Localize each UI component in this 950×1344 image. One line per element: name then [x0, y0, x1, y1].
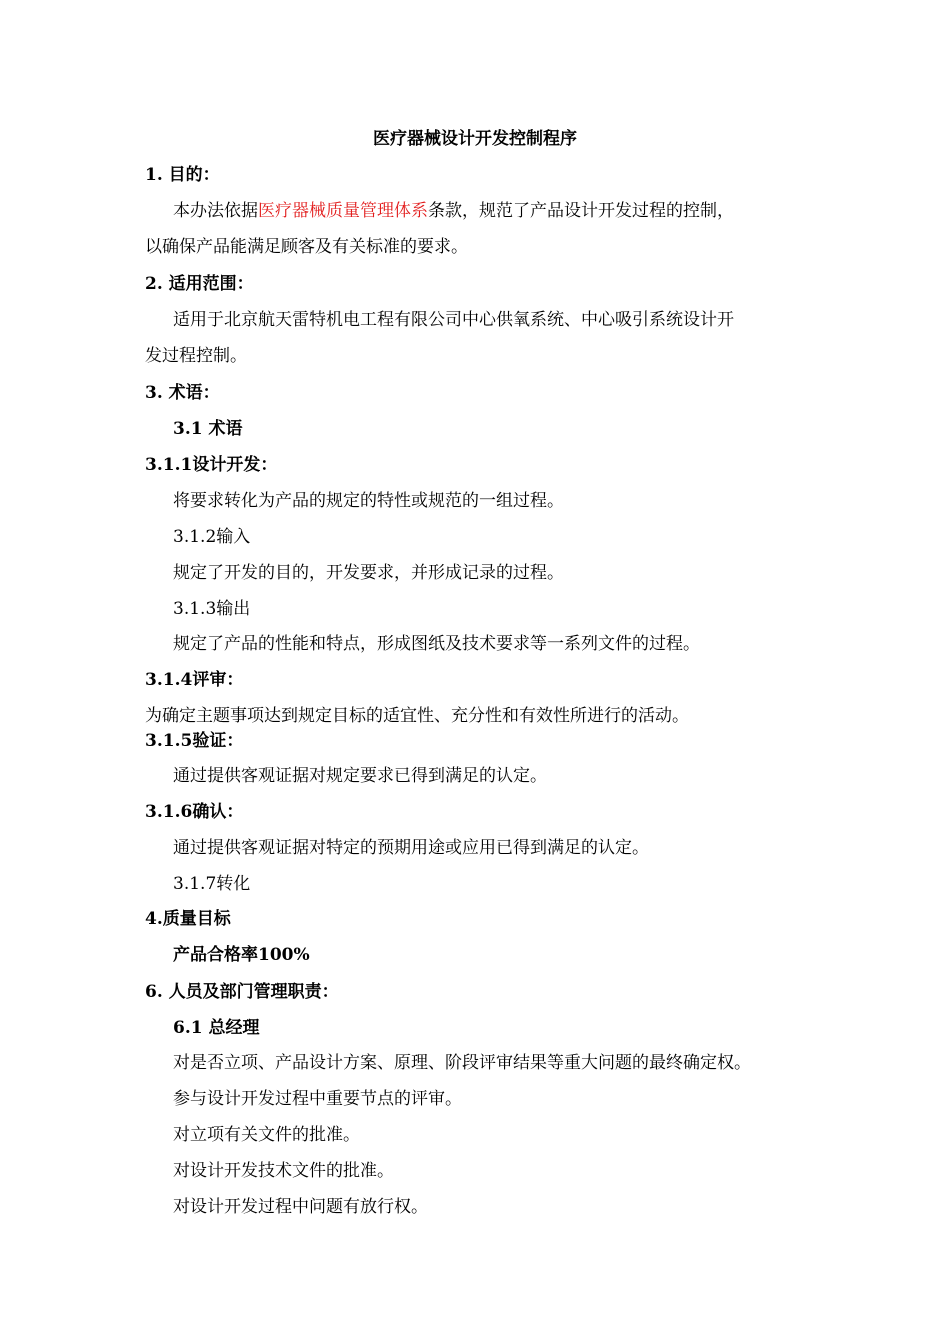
section-1-line-1	[173, 200, 734, 222]
section-1-text-a: 本办法依据	[173, 201, 258, 221]
term-3-1-5-definition: 通过提供客观证据对规定要求已得到满足的认定。	[173, 766, 547, 786]
duty-item: 对设计开发过程中问题有放行权。	[173, 1197, 428, 1217]
section-1-highlight-link[interactable]: 医疗器械质量管理体系	[258, 201, 428, 221]
section-4-heading: 4.质量目标	[145, 909, 231, 929]
term-3-1-6: 3.1.6确认：	[145, 802, 244, 822]
term-3-1-1-definition: 将要求转化为产品的规定的特性或规范的一组过程。	[173, 491, 564, 511]
section-3-1-heading: 3.1 术语	[173, 419, 243, 439]
term-3-1-3: 3.1.3输出	[173, 599, 251, 619]
section-1-heading: 1. 目的：	[145, 165, 220, 185]
section-6-heading: 6. 人员及部门管理职责：	[145, 982, 339, 1002]
term-3-1-6-definition: 通过提供客观证据对特定的预期用途或应用已得到满足的认定。	[173, 838, 649, 858]
document-title: 医疗器械设计开发控制程序	[373, 129, 577, 149]
duty-item: 对立项有关文件的批准。	[173, 1125, 360, 1145]
section-3-heading: 3. 术语：	[145, 383, 220, 403]
duty-item: 对设计开发技术文件的批准。	[173, 1161, 394, 1181]
term-3-1-5: 3.1.5验证：	[145, 731, 244, 751]
duty-item: 参与设计开发过程中重要节点的评审。	[173, 1089, 462, 1109]
section-1-line-2: 以确保产品能满足顾客及有关标准的要求。	[145, 237, 468, 257]
duty-item: 对是否立项、产品设计方案、原理、阶段评审结果等重大问题的最终确定权。	[173, 1053, 751, 1073]
section-6-1-heading: 6.1 总经理	[173, 1018, 260, 1038]
term-3-1-4-definition: 为确定主题事项达到规定目标的适宜性、充分性和有效性所进行的活动。	[145, 706, 689, 726]
term-3-1-7: 3.1.7转化	[173, 874, 251, 894]
section-2-heading: 2. 适用范围：	[145, 274, 254, 294]
term-3-1-2-definition: 规定了开发的目的，开发要求，并形成记录的过程。	[173, 563, 564, 583]
term-3-1-1: 3.1.1设计开发：	[145, 455, 278, 475]
quality-target: 产品合格率100%	[173, 945, 310, 965]
term-3-1-2: 3.1.2输入	[173, 527, 251, 547]
term-3-1-4: 3.1.4评审：	[145, 670, 244, 690]
section-2-line-1: 适用于北京航天雷特机电工程有限公司中心供氧系统、中心吸引系统设计开	[173, 310, 734, 330]
section-1-text-b: 条款，规范了产品设计开发过程的控制，	[428, 201, 734, 221]
section-2-line-2: 发过程控制。	[145, 346, 247, 366]
term-3-1-3-definition: 规定了产品的性能和特点，形成图纸及技术要求等一系列文件的过程。	[173, 634, 700, 654]
